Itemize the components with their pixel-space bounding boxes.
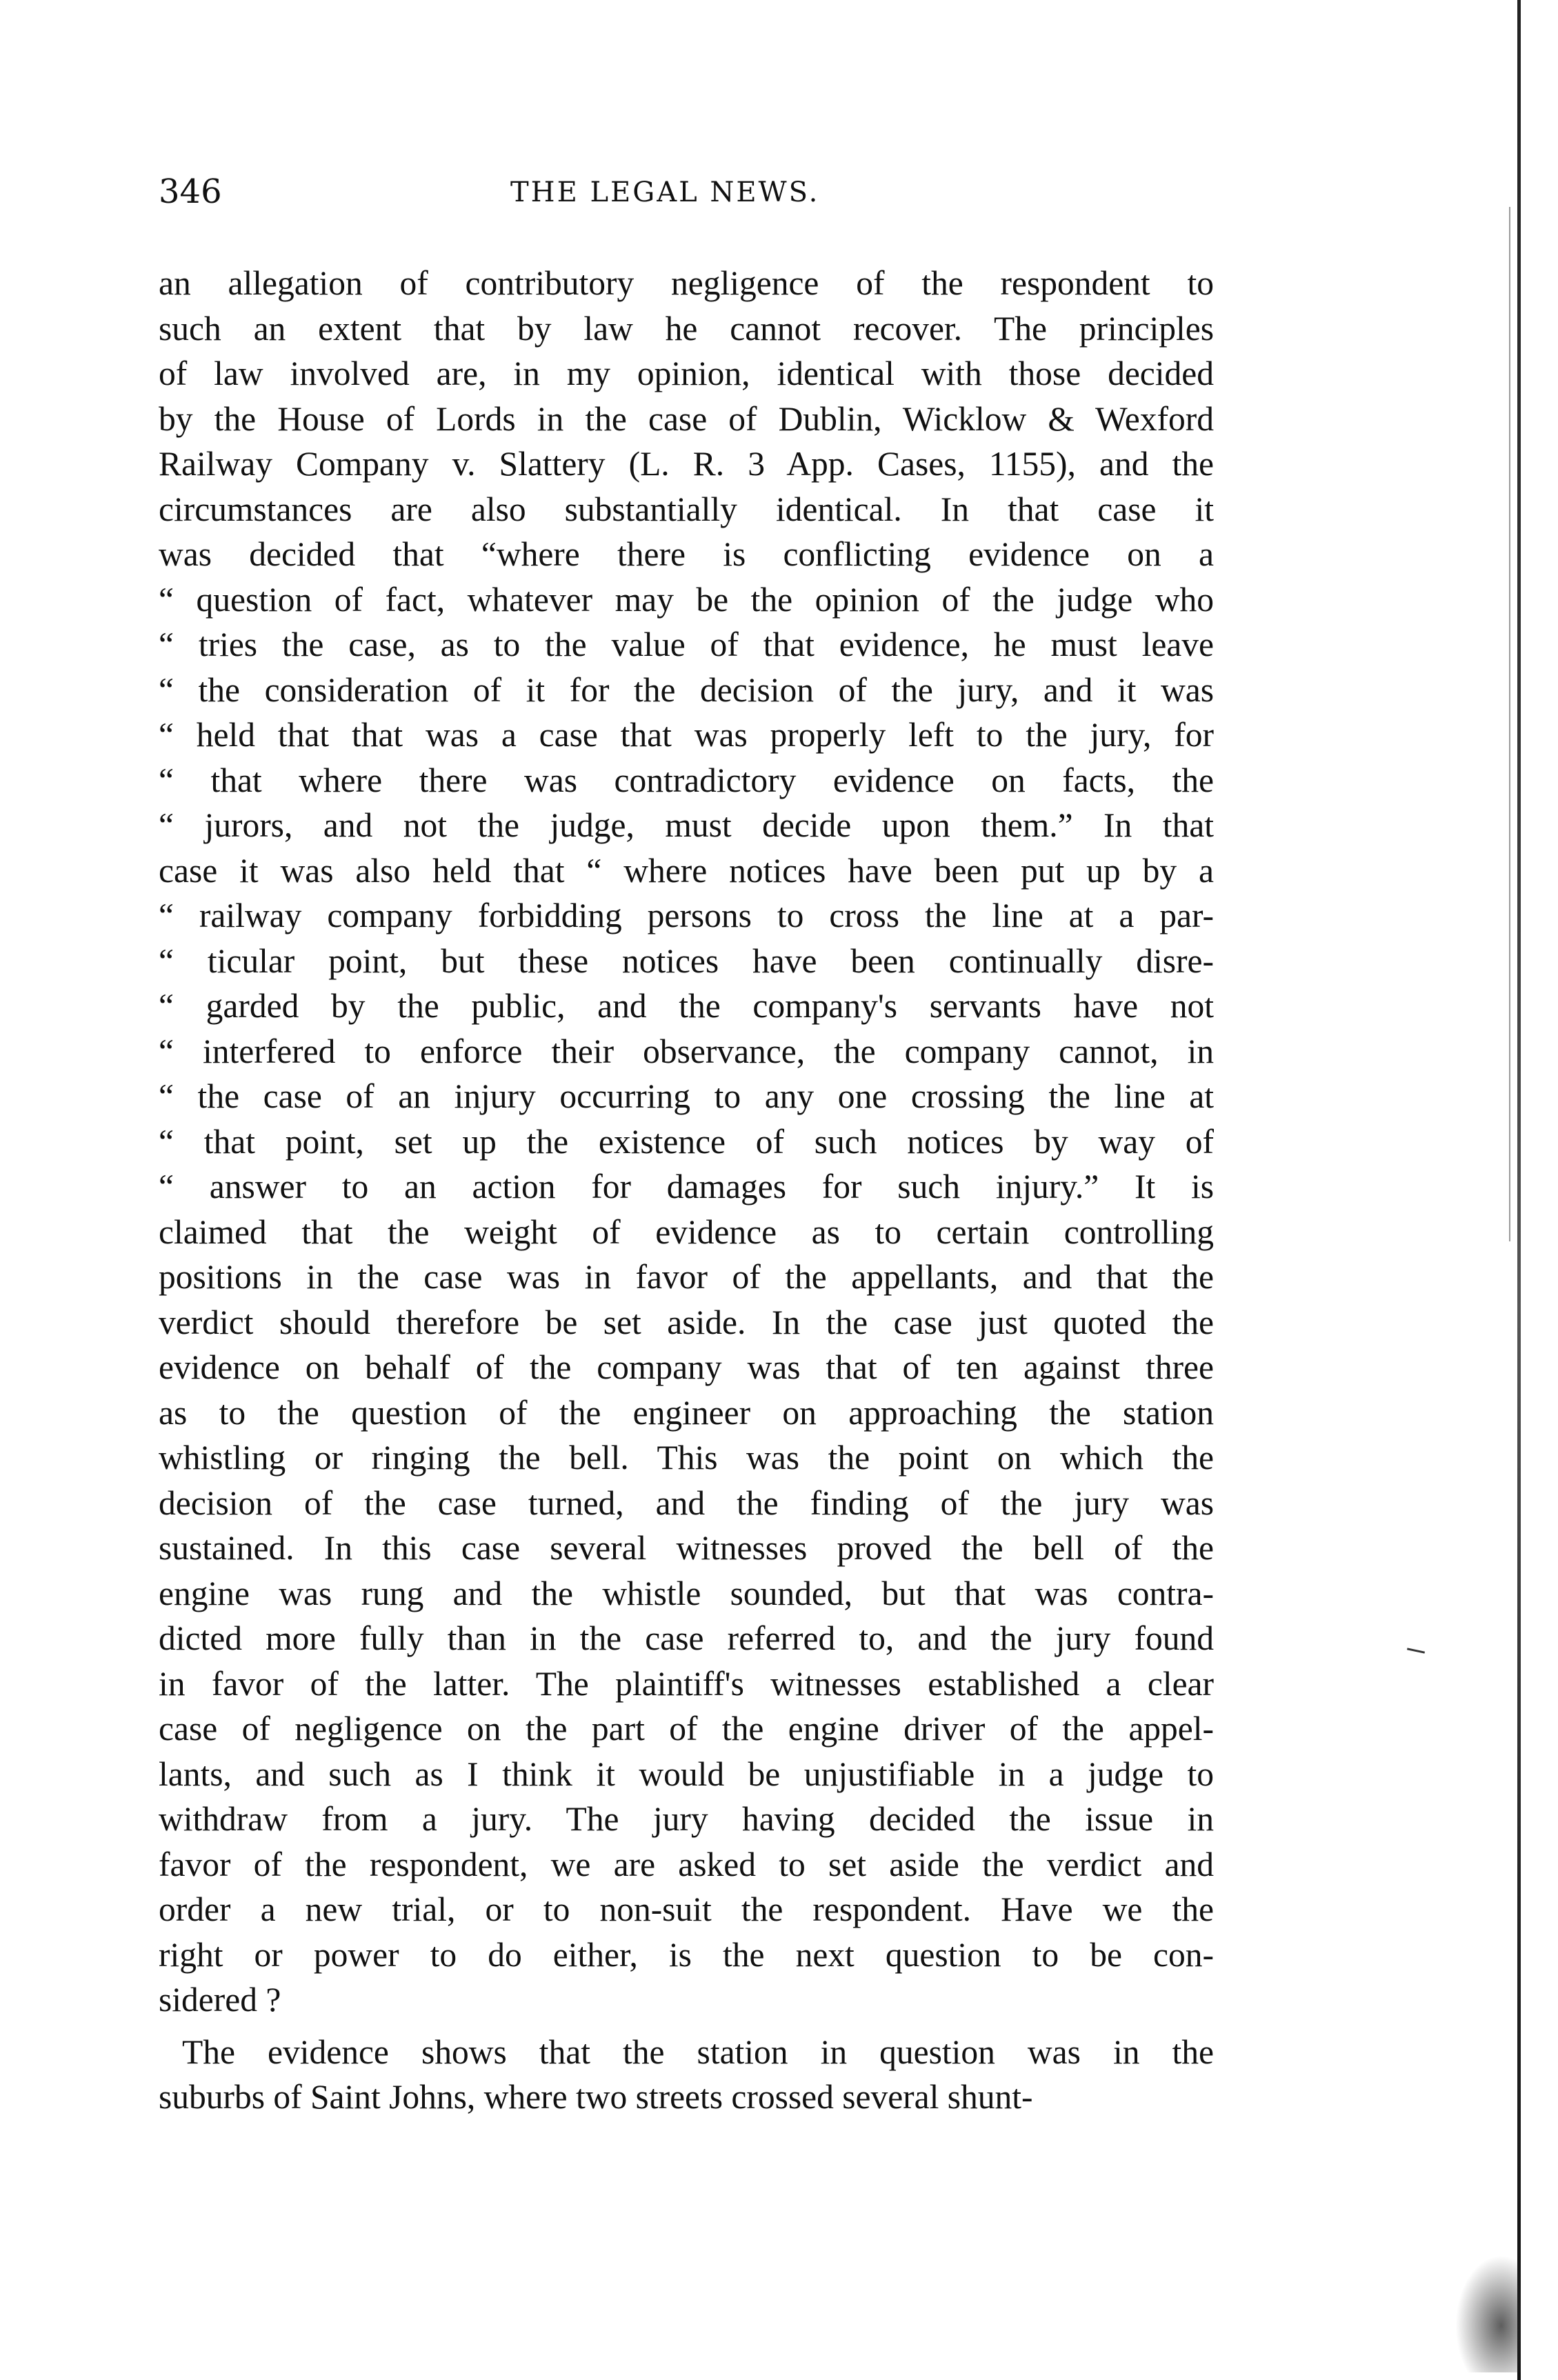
text-line: case of negligence on the part of the engine driver of the appel- bbox=[159, 1710, 1214, 1748]
text-line: order a new trial, or to non-suit the respondent. Have we the bbox=[159, 1890, 1214, 1928]
text-line: “ ticular point, but these notices have been continually disre- bbox=[159, 941, 1214, 980]
paragraph bbox=[159, 2030, 1214, 2120]
text-line: an allegation of contributory negligence of the respondent to bbox=[159, 264, 1214, 302]
text-line: dicted more fully than in the case referred to, and the jury found bbox=[159, 1619, 1214, 1657]
text-line: “ tries the case, as to the value of that evidence, he must leave bbox=[159, 626, 1214, 663]
text-line: “ the case of an injury occurring to any one crossing the line at bbox=[159, 1077, 1214, 1115]
page-edge-shadow bbox=[1509, 207, 1510, 1241]
text-line: lants, and such as I think it would be unjustifiable in a judge to bbox=[159, 1754, 1214, 1793]
text-line: case it was also held that “ where notices have been put up by a bbox=[159, 851, 1214, 890]
text-line: as to the question of the engineer on approaching the station bbox=[159, 1393, 1214, 1432]
paragraph bbox=[159, 261, 1214, 2023]
text-line: positions in the case was in favor of the appellants, and that the bbox=[159, 1258, 1214, 1296]
page-corner-stain bbox=[1455, 2255, 1521, 2372]
text-line: favor of the respondent, we are asked to set aside the verdict and bbox=[159, 1845, 1214, 1883]
text-line: “ garded by the public, and the company's servants have not bbox=[159, 987, 1214, 1025]
text-line: “ interfered to enforce their observance, the company cannot, in bbox=[159, 1032, 1214, 1070]
binding-edge-line bbox=[1517, 0, 1521, 2380]
text-line: right or power to do either, is the next question to be con- bbox=[159, 1935, 1214, 1974]
text-line: decision of the case turned, and the finding of the jury was bbox=[159, 1483, 1214, 1522]
text-line: “ that point, set up the existence of such notices by way of bbox=[159, 1122, 1214, 1161]
text-line: sustained. In this case several witnesses proved the bell of the bbox=[159, 1529, 1214, 1567]
text-line: “ held that that was a case that was properly left to the jury, for bbox=[159, 716, 1214, 754]
text-line: sidered ? bbox=[159, 1981, 281, 2019]
text-line: suburbs of Saint Johns, where two streets crossed several shunt- bbox=[159, 2078, 1033, 2116]
page-header bbox=[159, 172, 1221, 228]
text-line: “ jurors, and not the judge, must decide upon them.” In that bbox=[159, 806, 1214, 844]
text-line: such an extent that by law he cannot recover. The principles bbox=[159, 309, 1214, 348]
text-line: Railway Company v. Slattery (L. R. 3 App. Cases, 1155), and the bbox=[159, 445, 1214, 483]
text-line: “ railway company forbidding persons to cross the line at a par- bbox=[159, 897, 1214, 934]
text-line: The evidence shows that the station in question was in the bbox=[182, 2032, 1214, 2071]
text-line: “ the consideration of it for the decision of the jury, and it was bbox=[159, 670, 1214, 709]
text-line: “ that where there was contradictory evidence on facts, the bbox=[159, 761, 1214, 799]
page-number: 346 bbox=[159, 172, 222, 211]
text-line: “ answer to an action for damages for such injury.” It is bbox=[159, 1168, 1214, 1206]
text-line: by the House of Lords in the case of Dublin, Wicklow & Wexford bbox=[159, 399, 1214, 438]
text-line: was decided that “where there is conflicting evidence on a bbox=[159, 535, 1214, 573]
text-line: whistling or ringing the bell. This was the point on which the bbox=[159, 1439, 1214, 1477]
text-line: evidence on behalf of the company was that of ten against three bbox=[159, 1348, 1214, 1386]
margin-pencil-mark bbox=[1407, 1648, 1425, 1653]
text-line: verdict should therefore be set aside. In the case just quoted the bbox=[159, 1303, 1214, 1341]
running-title: THE LEGAL NEWS. bbox=[510, 177, 820, 208]
text-line: of law involved are, in my opinion, identical with those decided bbox=[159, 354, 1214, 392]
text-line: “ question of fact, whatever may be the opinion of the judge who bbox=[159, 580, 1214, 619]
body-text bbox=[159, 261, 1214, 2120]
paragraph-gap bbox=[159, 2023, 1214, 2030]
text-line: in favor of the latter. The plaintiff's witnesses established a clear bbox=[159, 1664, 1214, 1703]
text-line: withdraw from a jury. The jury having decided the issue in bbox=[159, 1800, 1214, 1838]
text-line: claimed that the weight of evidence as to certain controlling bbox=[159, 1212, 1214, 1251]
text-line: circumstances are also substantially identical. In that case it bbox=[159, 490, 1214, 528]
text-line: engine was rung and the whistle sounded, but that was contra- bbox=[159, 1574, 1214, 1612]
